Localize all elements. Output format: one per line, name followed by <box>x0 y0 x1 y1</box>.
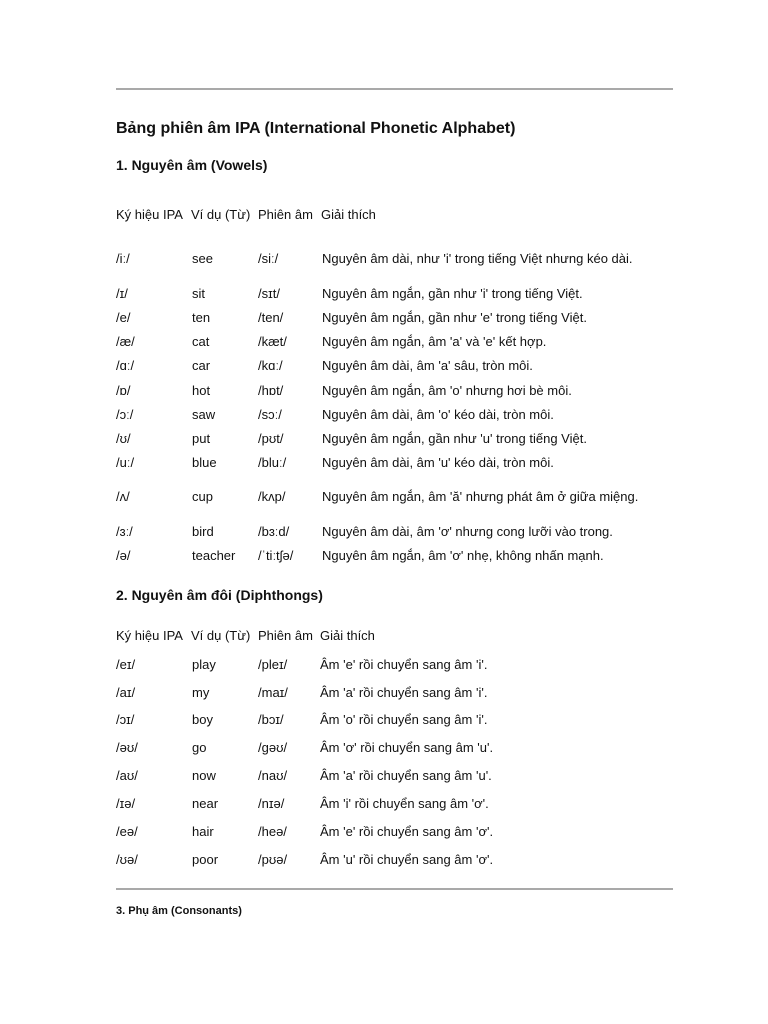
vowels-table <box>0 207 768 225</box>
ipa-symbol: /ɪ/ <box>116 286 128 301</box>
transcription: /pʊt/ <box>258 431 284 446</box>
table-row <box>0 548 768 568</box>
explanation: Âm 'a' rồi chuyển sang âm 'u'. <box>320 768 492 783</box>
ipa-symbol: /ʌ/ <box>116 489 130 504</box>
example-word: go <box>192 740 207 755</box>
ipa-symbol: /ɪə/ <box>116 796 136 811</box>
table-row <box>0 455 768 475</box>
transcription: /pʊə/ <box>258 852 288 867</box>
explanation: Âm 'e' rồi chuyển sang âm 'i'. <box>320 657 488 672</box>
example-word: ten <box>192 310 211 325</box>
table-row <box>0 657 768 677</box>
bottom-divider <box>116 888 673 890</box>
column-header-transcription: Phiên âm <box>258 628 313 643</box>
example-word: near <box>192 796 219 811</box>
explanation: Nguyên âm dài, như 'i' trong tiếng Việt nhưng kéo dài. <box>322 251 633 266</box>
example-word: cup <box>192 489 213 504</box>
ipa-symbol: /ʊə/ <box>116 852 138 867</box>
table-row <box>0 310 768 330</box>
explanation: Âm 'i' rồi chuyển sang âm 'ơ'. <box>320 796 489 811</box>
ipa-symbol: /ɒ/ <box>116 383 131 398</box>
ipa-symbol: /æ/ <box>116 334 135 349</box>
table-row <box>0 796 768 816</box>
column-header-example: Ví dụ (Từ) <box>191 628 251 643</box>
table-row <box>0 740 768 760</box>
diphthongs-table-header <box>0 628 768 646</box>
vowels-heading: 1. Nguyên âm (Vowels) <box>116 157 268 173</box>
ipa-symbol: /uː/ <box>116 455 135 470</box>
explanation: Nguyên âm dài, âm 'u' kéo dài, tròn môi. <box>322 455 554 470</box>
table-row <box>0 489 768 509</box>
ipa-symbol: /aʊ/ <box>116 768 138 783</box>
explanation: Nguyên âm dài, âm 'ơ' nhưng cong lưỡi vào trong. <box>322 524 613 539</box>
table-row <box>0 334 768 354</box>
transcription: /kɑː/ <box>258 358 283 373</box>
explanation: Âm 'a' rồi chuyển sang âm 'i'. <box>320 685 488 700</box>
transcription: /pleɪ/ <box>258 657 288 672</box>
example-word: my <box>192 685 210 700</box>
ipa-symbol: /ɜː/ <box>116 524 133 539</box>
table-row <box>0 251 768 271</box>
table-row <box>0 524 768 544</box>
table-row <box>0 685 768 705</box>
example-word: boy <box>192 712 213 727</box>
consonants-heading: 3. Phụ âm (Consonants) <box>116 905 242 917</box>
transcription: /ˈtiːtʃə/ <box>258 548 294 563</box>
column-header-ipa: Ký hiệu IPA <box>116 628 183 643</box>
ipa-symbol: /iː/ <box>116 251 130 266</box>
table-row <box>0 407 768 427</box>
transcription: /naʊ/ <box>258 768 288 783</box>
example-word: teacher <box>192 548 236 563</box>
column-header-ipa: Ký hiệu IPA <box>116 207 183 222</box>
table-row <box>0 768 768 788</box>
transcription: /kæt/ <box>258 334 287 349</box>
transcription: /sɪt/ <box>258 286 280 301</box>
ipa-symbol: /e/ <box>116 310 131 325</box>
transcription: /ten/ <box>258 310 284 325</box>
transcription: /siː/ <box>258 251 279 266</box>
transcription: /gəʊ/ <box>258 740 288 755</box>
table-row <box>0 358 768 378</box>
example-word: poor <box>192 852 219 867</box>
ipa-symbol: /ɔɪ/ <box>116 712 135 727</box>
example-word: put <box>192 431 211 446</box>
explanation: Âm 'e' rồi chuyển sang âm 'ơ'. <box>320 824 494 839</box>
explanation: Nguyên âm ngắn, âm 'ă' nhưng phát âm ở giữa miệng. <box>322 489 639 504</box>
transcription: /hɒt/ <box>258 383 284 398</box>
example-word: hot <box>192 383 211 398</box>
ipa-symbol: /ʊ/ <box>116 431 131 446</box>
column-header-example: Ví dụ (Từ) <box>191 207 251 222</box>
transcription: /kʌp/ <box>258 489 286 504</box>
example-word: hair <box>192 824 214 839</box>
example-word: cat <box>192 334 210 349</box>
ipa-symbol: /eə/ <box>116 824 138 839</box>
transcription: /bɔɪ/ <box>258 712 284 727</box>
table-row <box>0 383 768 403</box>
explanation: Nguyên âm ngắn, gần như 'u' trong tiếng Việt. <box>322 431 587 446</box>
explanation: Nguyên âm dài, âm 'a' sâu, tròn môi. <box>322 358 533 373</box>
table-row <box>0 431 768 451</box>
column-header-explanation: Giải thích <box>320 628 375 643</box>
explanation: Nguyên âm ngắn, gần như 'e' trong tiếng Việt. <box>322 310 587 325</box>
column-header-explanation: Giải thích <box>321 207 376 222</box>
example-word: car <box>192 358 211 373</box>
ipa-symbol: /əʊ/ <box>116 740 138 755</box>
diphthongs-heading: 2. Nguyên âm đôi (Diphthongs) <box>116 587 323 603</box>
example-word: blue <box>192 455 217 470</box>
diphthongs-table <box>0 628 768 646</box>
ipa-symbol: /ɔː/ <box>116 407 134 422</box>
ipa-symbol: /aɪ/ <box>116 685 136 700</box>
example-word: see <box>192 251 213 266</box>
ipa-symbol: /eɪ/ <box>116 657 136 672</box>
ipa-symbol: /ə/ <box>116 548 131 563</box>
top-divider <box>116 88 673 90</box>
explanation: Âm 'u' rồi chuyển sang âm 'ơ'. <box>320 852 494 867</box>
explanation: Nguyên âm ngắn, gần như 'i' trong tiếng Việt. <box>322 286 583 301</box>
example-word: bird <box>192 524 214 539</box>
example-word: saw <box>192 407 216 422</box>
explanation: Nguyên âm ngắn, âm 'a' và 'e' kết hợp. <box>322 334 547 349</box>
document-title: Bảng phiên âm IPA (International Phonetic Alphabet) <box>116 120 516 137</box>
vowels-table-header <box>0 207 768 225</box>
table-row <box>0 286 768 306</box>
table-row <box>0 852 768 872</box>
example-word: now <box>192 768 216 783</box>
transcription: /bluː/ <box>258 455 287 470</box>
example-word: play <box>192 657 216 672</box>
column-header-transcription: Phiên âm <box>258 207 313 222</box>
transcription: /nɪə/ <box>258 796 285 811</box>
transcription: /maɪ/ <box>258 685 288 700</box>
table-row <box>0 824 768 844</box>
explanation: Âm 'ơ' rồi chuyển sang âm 'u'. <box>320 740 494 755</box>
transcription: /sɔː/ <box>258 407 282 422</box>
explanation: Âm 'o' rồi chuyển sang âm 'i'. <box>320 712 488 727</box>
explanation: Nguyên âm ngắn, âm 'o' nhưng hơi bè môi. <box>322 383 572 398</box>
transcription: /bɜːd/ <box>258 524 290 539</box>
explanation: Nguyên âm ngắn, âm 'ơ' nhẹ, không nhấn mạnh. <box>322 548 604 563</box>
ipa-symbol: /ɑː/ <box>116 358 135 373</box>
transcription: /heə/ <box>258 824 287 839</box>
table-row <box>0 712 768 732</box>
explanation: Nguyên âm dài, âm 'o' kéo dài, tròn môi. <box>322 407 554 422</box>
example-word: sit <box>192 286 205 301</box>
